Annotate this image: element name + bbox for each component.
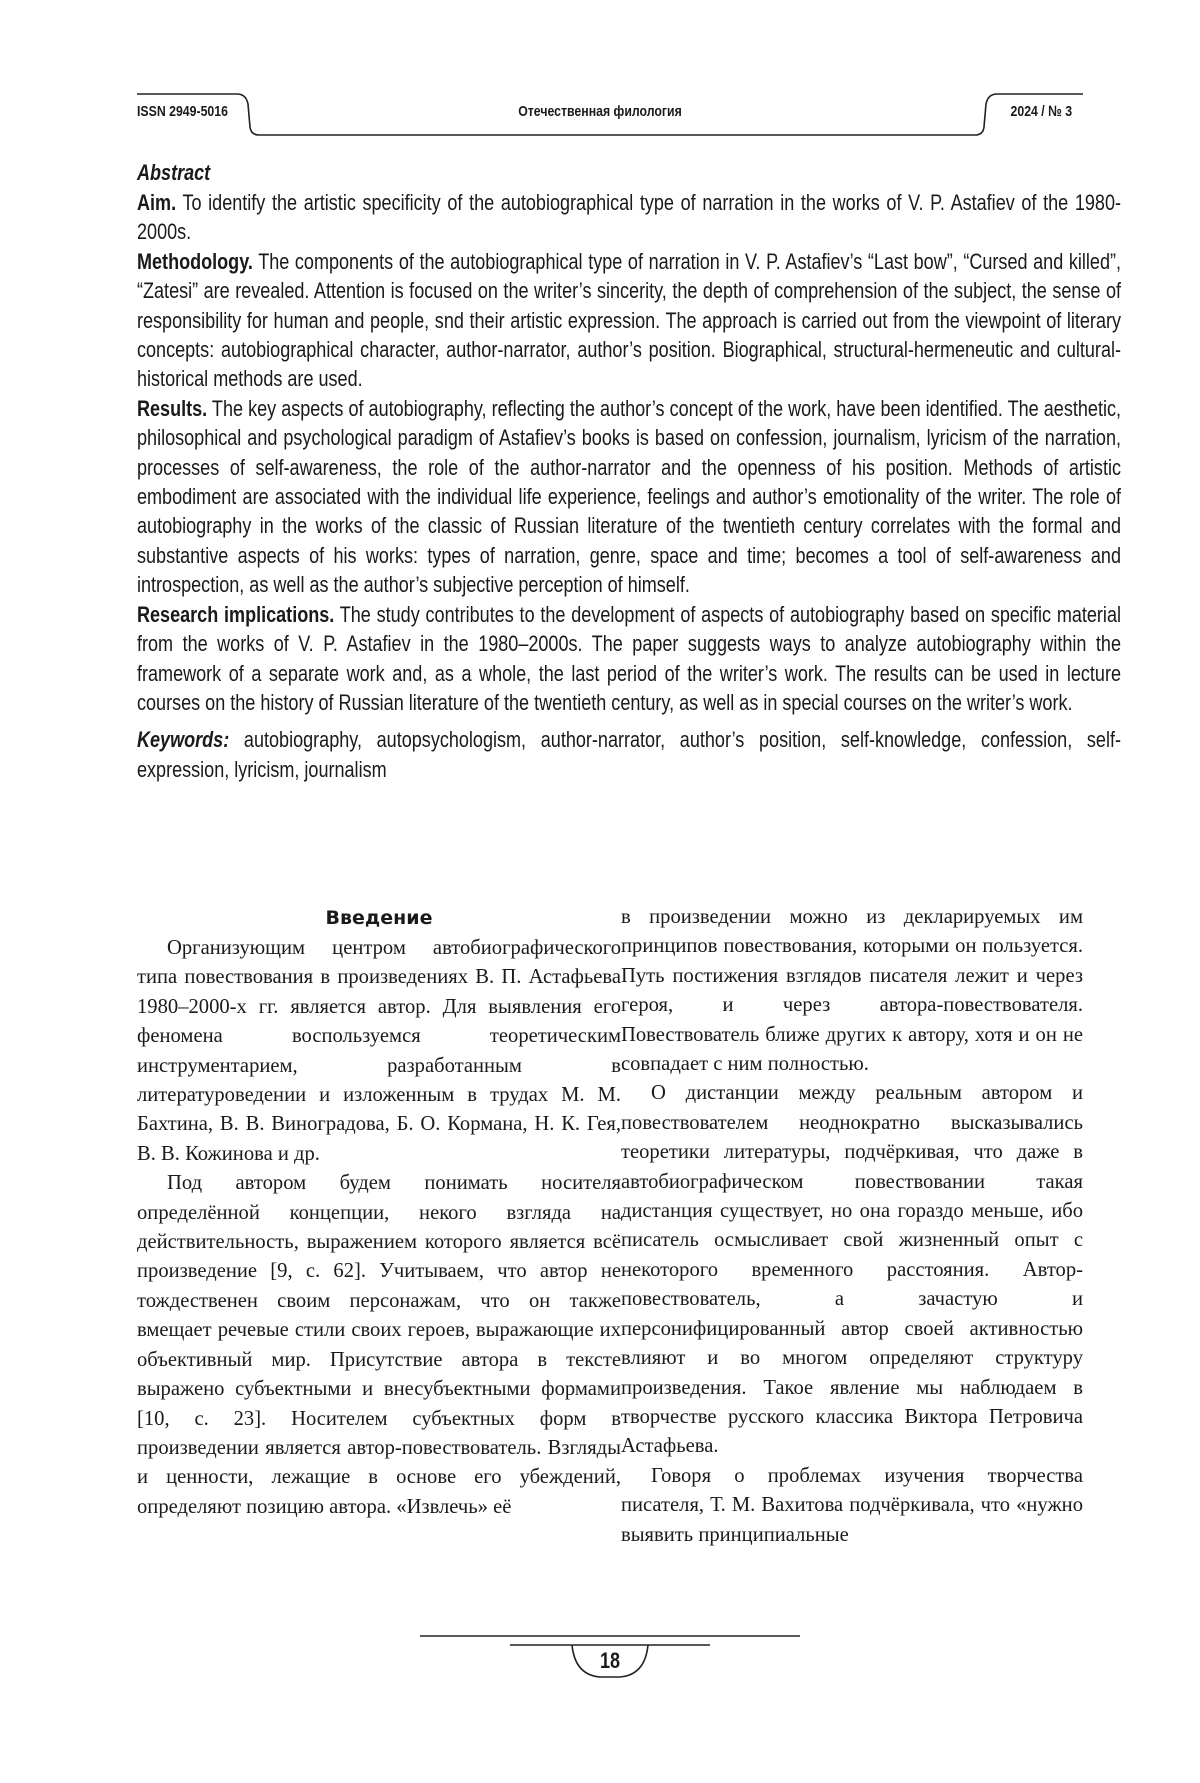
results-text: The key aspects of autobiography, reflecting the author’s concept of the work, have been identified. The aesthetic, philosophical and psychological paradigm of Astafiev’s books is based on confession, journalism, lyricism of the narration, processes of self-awareness, the role of the author-narrator and the openness of his position. Methods of artistic embodiment are associated with the individual life experience, feelings and author’s emotionality of the writer. The role of autobiography in the works of the classic of Russian literature of the twentieth century correlates with the formal and substantive aspects of his works: types of narration, genre, space and time; becomes a tool of self-awareness and introspection, as well as the author’s subjective perception of himself. — [137, 395, 1121, 598]
body-paragraph: Говоря о проблемах изучения творчества писателя, Т. М. Вахитова подчёркивала, что «нужно выявить принципиальные — [621, 1464, 1083, 1546]
issue-label: 2024 / № 3 — [1010, 103, 1072, 120]
results-label: Results. — [137, 395, 208, 421]
implications-text: The study contributes to the development of aspects of autobiography based on specific material from the works of V. P. Astafiev in the 1980–2000s. The paper suggests ways to analyze autobiography within the framework of a separate work and, as a whole, the last period of the writer’s work. The results can be used in lecture courses on the history of Russian literature of the twentieth century, as well as in special courses on the writer’s work. — [137, 601, 1121, 715]
body-paragraph: в произведении можно из декларируемых им принципов повествования, которыми он пользуется. Путь постижения взглядов писателя лежит и через героя, и через автора-повествователя. Повествователь ближе других к автору, хотя и он не совпадает с ним полностью. — [621, 906, 1083, 1076]
methodology-label: Methodology. — [137, 248, 253, 274]
journal-title: Отечественная филология — [518, 103, 682, 120]
methodology-text: The components of the autobiographical type of narration in V. P. Astafiev’s “Last bow”, “Cursed and killed”, “Zatesi” are revealed. Attention is focused on the writer’s sincerity, the depth of comprehension of the subject, the sense of responsibility for human and people, snd their artistic expression. The approach is carried out from the viewpoint of literary concepts: autobiographical character, author-narrator, author’s position. Biographical, structural-hermeneutic and cultural-historical methods are used. — [137, 248, 1122, 392]
body-paragraph: Организующим центром автобиографического типа повествования в произведениях В. П. Астафьева 1980–2000-х гг. является автор. Для выявления его феномена воспользуемся теоретическим инструментарием, разработанным в литературоведении и изложенным в трудах М. М. Бахтина, В. В. Виноградова, Б. О. Кормана, Н. К. Гея, В. В. Кожинова и др. — [137, 937, 621, 1165]
aim-label: Aim. — [137, 190, 177, 215]
issn-label: ISSN 2949-5016 — [137, 103, 228, 120]
page-number: 18 — [599, 1648, 621, 1673]
keywords-text: autobiography, autopsychologism, author-narrator, author’s position, self-knowledge, confession, self-expression, lyricism, journalism — [137, 727, 1121, 782]
aim-text: To identify the artistic specificity of the autobiographical type of narration in the works of V. P. Astafiev of the 1980-2000s. — [137, 190, 1121, 245]
body-paragraph: О дистанции между реальным автором и повествователем неоднократно высказывались теоретики литературы, подчёркивая, что даже в автобиографическом повествовании такая дистанция существует, но она гораздо меньше, ибо писатель осмысливает свой жизненный опыт с некоторого временного расстояния. Автор-повествователь, а зачастую и персонифицированный автор своей активностью влияют и во многом определяют структуру произведения. Такое явление мы наблюдаем в творчестве русского классика Виктора Петровича Астафьева. — [621, 1082, 1083, 1458]
body-paragraph: Под автором будем понимать носителя определённой концепции, некого взгляда на действительность, выражением которого является всё произведение [9, с. 62]. Учитываем, что автор не тождественен своим персонажам, что он также вмещает речевые стили своих героев, выражающие их объективный мир. Присутствие автора в тексте выражено субъектными и внесубъектными формами [10, с. 23]. Носителем субъектных форм в произведении является автор-повествователь. Взгляды и ценности, лежащие в основе его убеждений, определяют позицию автора. «Извлечь» её — [137, 1172, 621, 1518]
keywords-label: Keywords: — [137, 727, 230, 753]
section-heading: Введение — [325, 907, 433, 929]
abstract-title: Abstract — [137, 160, 211, 185]
implications-label: Research implications. — [137, 601, 335, 627]
